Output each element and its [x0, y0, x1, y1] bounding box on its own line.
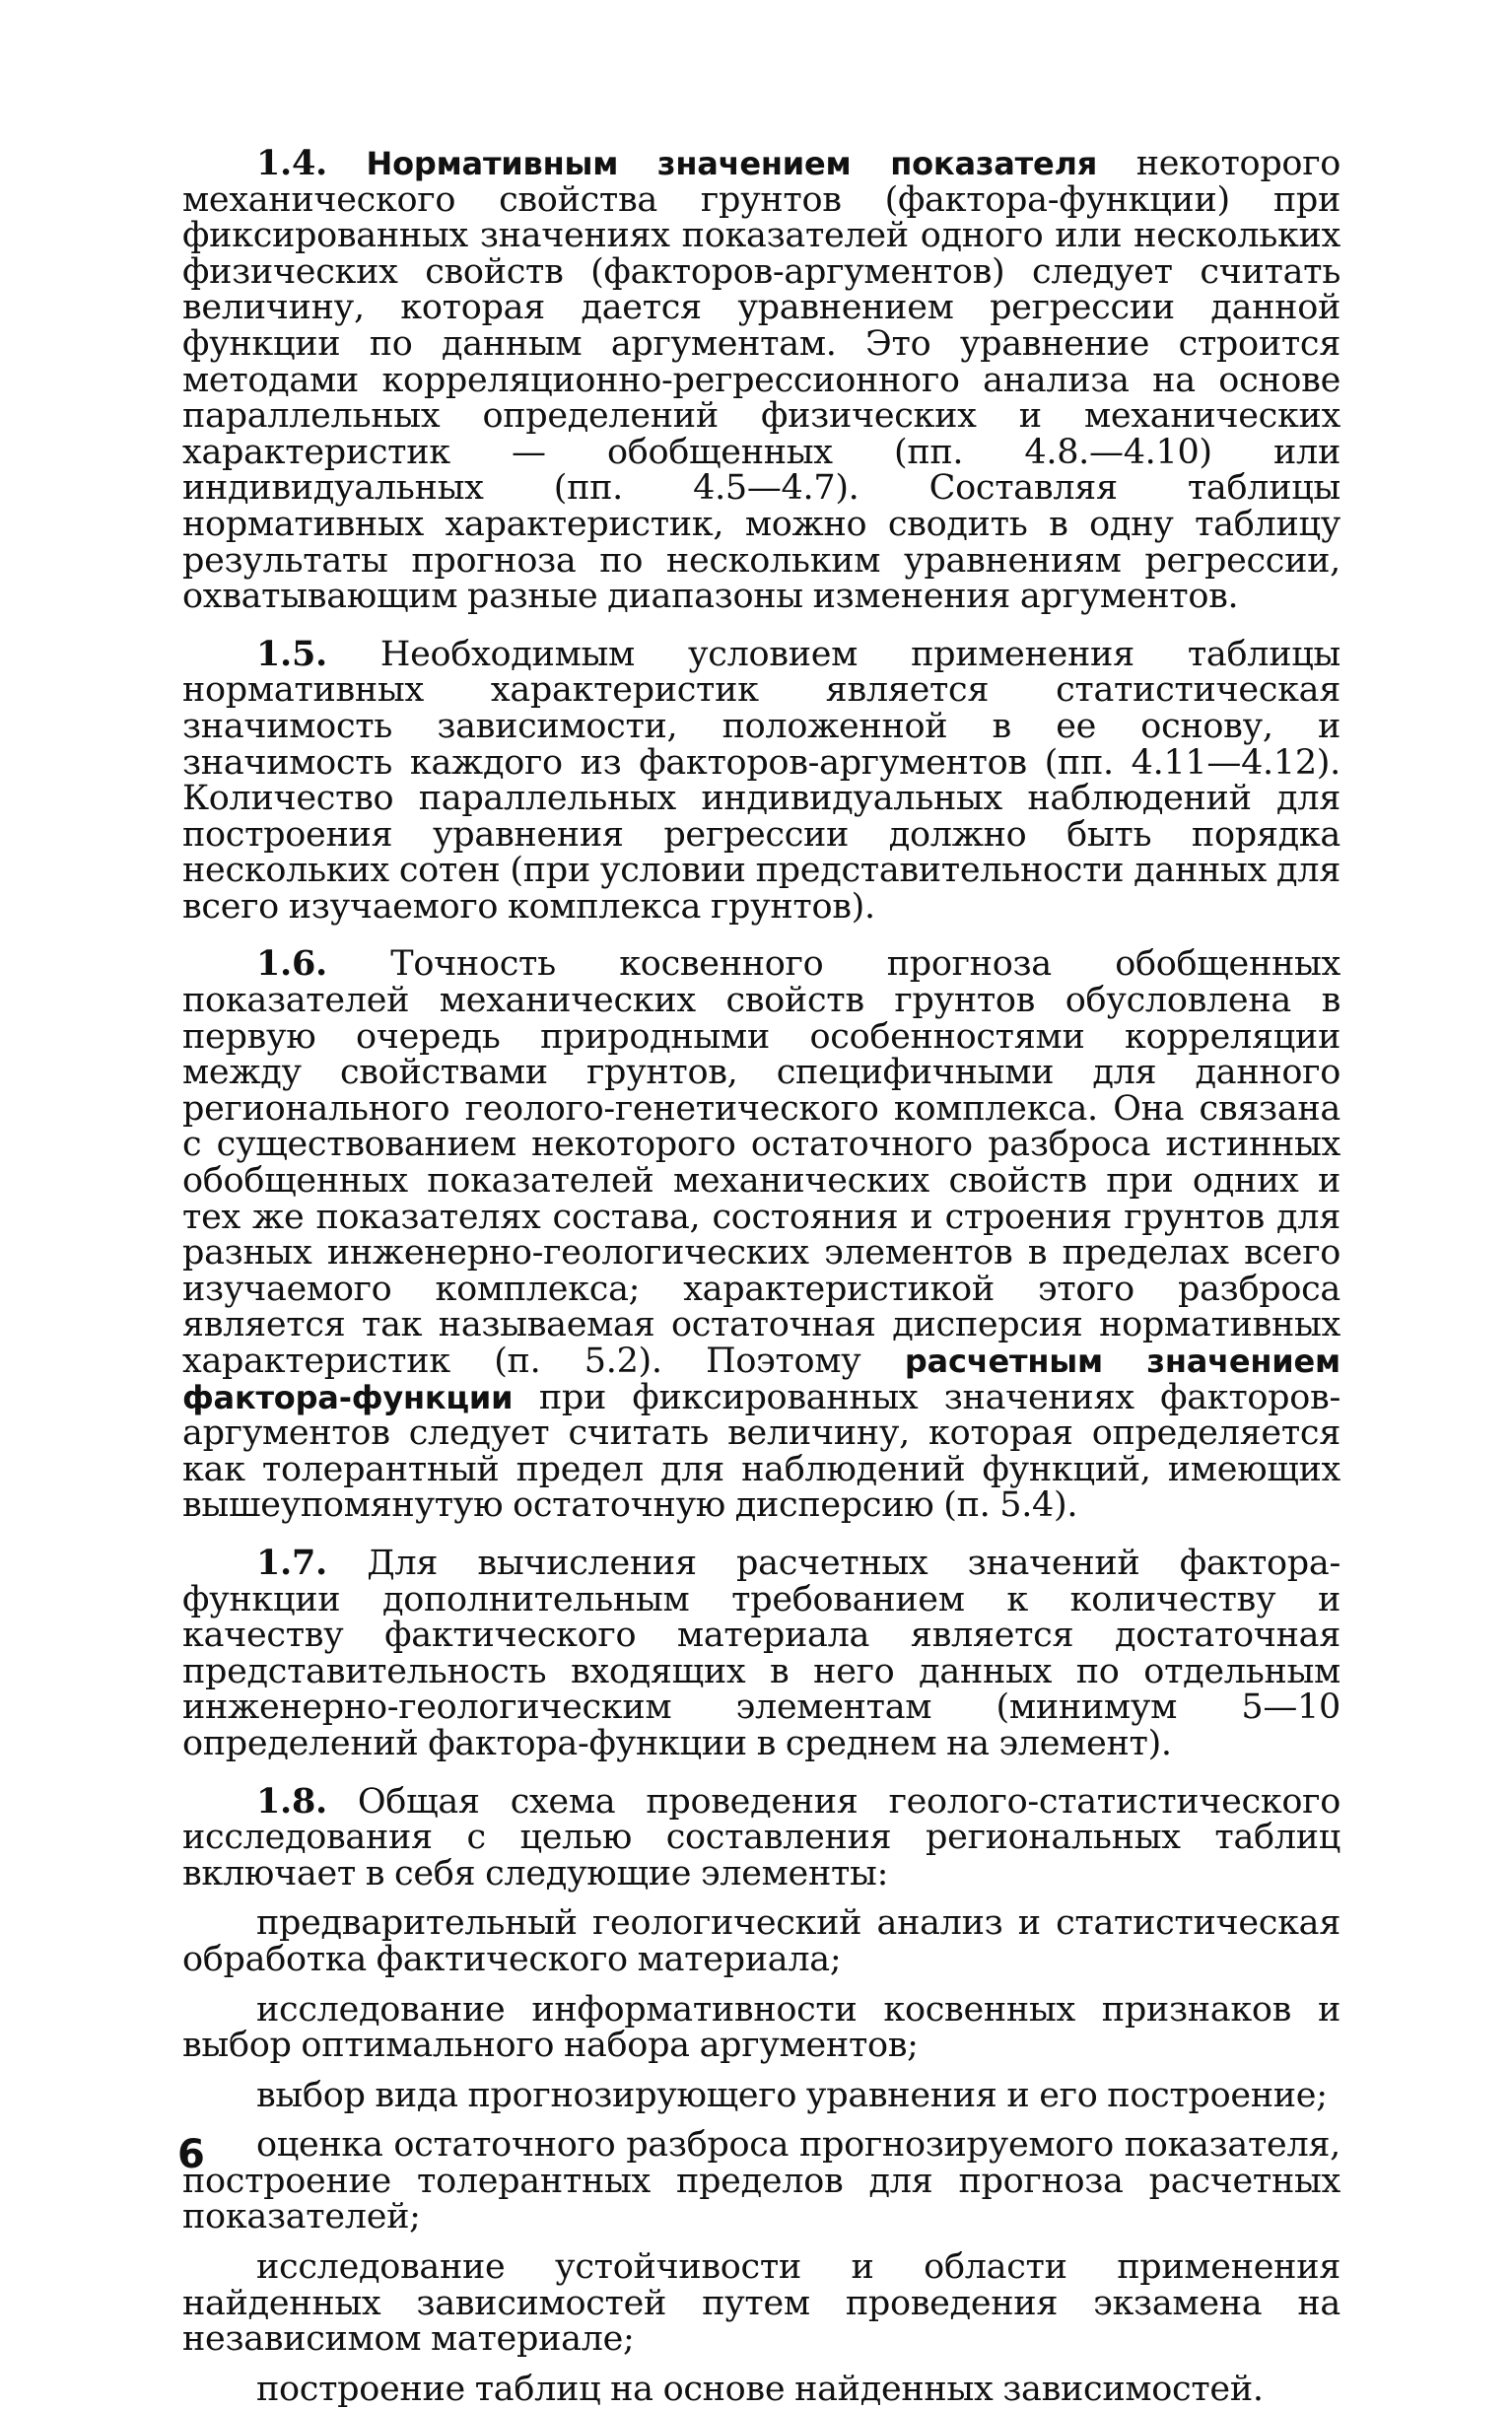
paragraph-number: 1.5.: [256, 633, 327, 674]
paragraph-number: 1.7.: [256, 1542, 327, 1583]
paragraph-number: 1.8.: [256, 1780, 327, 1822]
defined-term: расчетным значением фактора-функции: [182, 1342, 1340, 1416]
page-number: 6: [177, 2132, 205, 2177]
document-body: [182, 143, 1341, 2409]
paragraph-1-6: [182, 943, 1340, 1526]
paragraph-text: некоторого механического свойства грунтов (фактора-функции) при фиксированных значениях показателей одного или нескольких физических свойств (факторов-аргументов) следует считать величину, которая дается уравнением регрессии данной функции по данным аргументам. Это уравнение строится методами корреляционно-регрессионного анализа на основе параллельных определений физических и механических характеристик — обобщенных (пп. 4.8.—4.10) или индивидуальных (пп. 4.5—4.7). Составляя таблицы нормативных характеристик, можно сводить в одну таблицу результаты прогноза по нескольким уравнениям регрессии, охватывающим разные диапазоны изменения аргументов.: [182, 144, 1341, 617]
paragraph-text: Необходимым условием применения таблицы нормативных характеристик является статистическая значимость зависимости, положенной в ее основу, и значимость каждого из факторов-аргументов (пп. 4.11—4.12). Количество параллельных индивидуальных наблюдений для построения уравнения регрессии должно быть порядка нескольких сотен (при условии представительности данных для всего изучаемого комплекса грунтов).: [182, 634, 1340, 927]
list-item: оценка остаточного разброса прогнозируемого показателя, построение толерантных пределов для прогноза расчетных показателей;: [182, 2125, 1340, 2237]
paragraph-text: Для вычисления расчетных значений фактора-функции дополнительным требованием к количеству и качеству фактического материала является достаточная представительность входящих в него данных по отдельным инженерно-геологическим элементам (минимум 5—10 определений фактора-функции в среднем на элемент).: [182, 1543, 1340, 1763]
list-item: предварительный геологический анализ и статистическая обработка фактического материала;: [182, 1903, 1340, 1979]
paragraph-1-4: [182, 143, 1341, 617]
paragraph-text: Точность косвенного прогноза обобщенных показателей механических свойств грунтов обусловлена в первую очередь природными особенностями корреляции между свойствами грунтов, специфичными для данного регионального геолого-генетического комплекса. Она связана с существованием некоторого остаточного разброса истинных обобщенных показателей механических свойств при одних и тех же показателях состава, состояния и строения грунтов для разных инженерно-геологических элементов в пределах всего изучаемого комплекса; характеристикой этого разброса является так называемая остаточная дисперсия нормативных характеристик (п. 5.2). Поэтому: [182, 944, 1340, 1381]
defined-term: Нормативным значением показателя: [366, 145, 1098, 182]
list-item: исследование информативности косвенных признаков и выбор оптимального набора аргументов;: [182, 1989, 1340, 2066]
list-item: построение таблиц на основе найденных зависимостей.: [256, 2369, 1264, 2409]
list-item: выбор вида прогнозирующего уравнения и его построение;: [256, 2075, 1328, 2115]
paragraph-number: 1.6.: [256, 943, 327, 985]
paragraph-text: при фиксированных значениях факторов-аргументов следует считать величину, которая определяется как толерантный предел для наблюдений функций, имеющих вышеупомянутую остаточную дисперсию (п. 5.4).: [182, 1377, 1340, 1526]
paragraph-text: Общая схема проведения геолого-статистического исследования с целью составления региональных таблиц включает в себя следующие элементы:: [182, 1781, 1340, 1893]
paragraph-1-5: [182, 633, 1340, 927]
paragraph-1-7: [182, 1542, 1340, 1763]
list-item: исследование устойчивости и области применения найденных зависимостей путем проведения экзамена на независимом материале;: [182, 2247, 1340, 2360]
paragraph-1-8: [182, 1780, 1340, 1893]
paragraph-number: 1.4.: [256, 143, 327, 183]
